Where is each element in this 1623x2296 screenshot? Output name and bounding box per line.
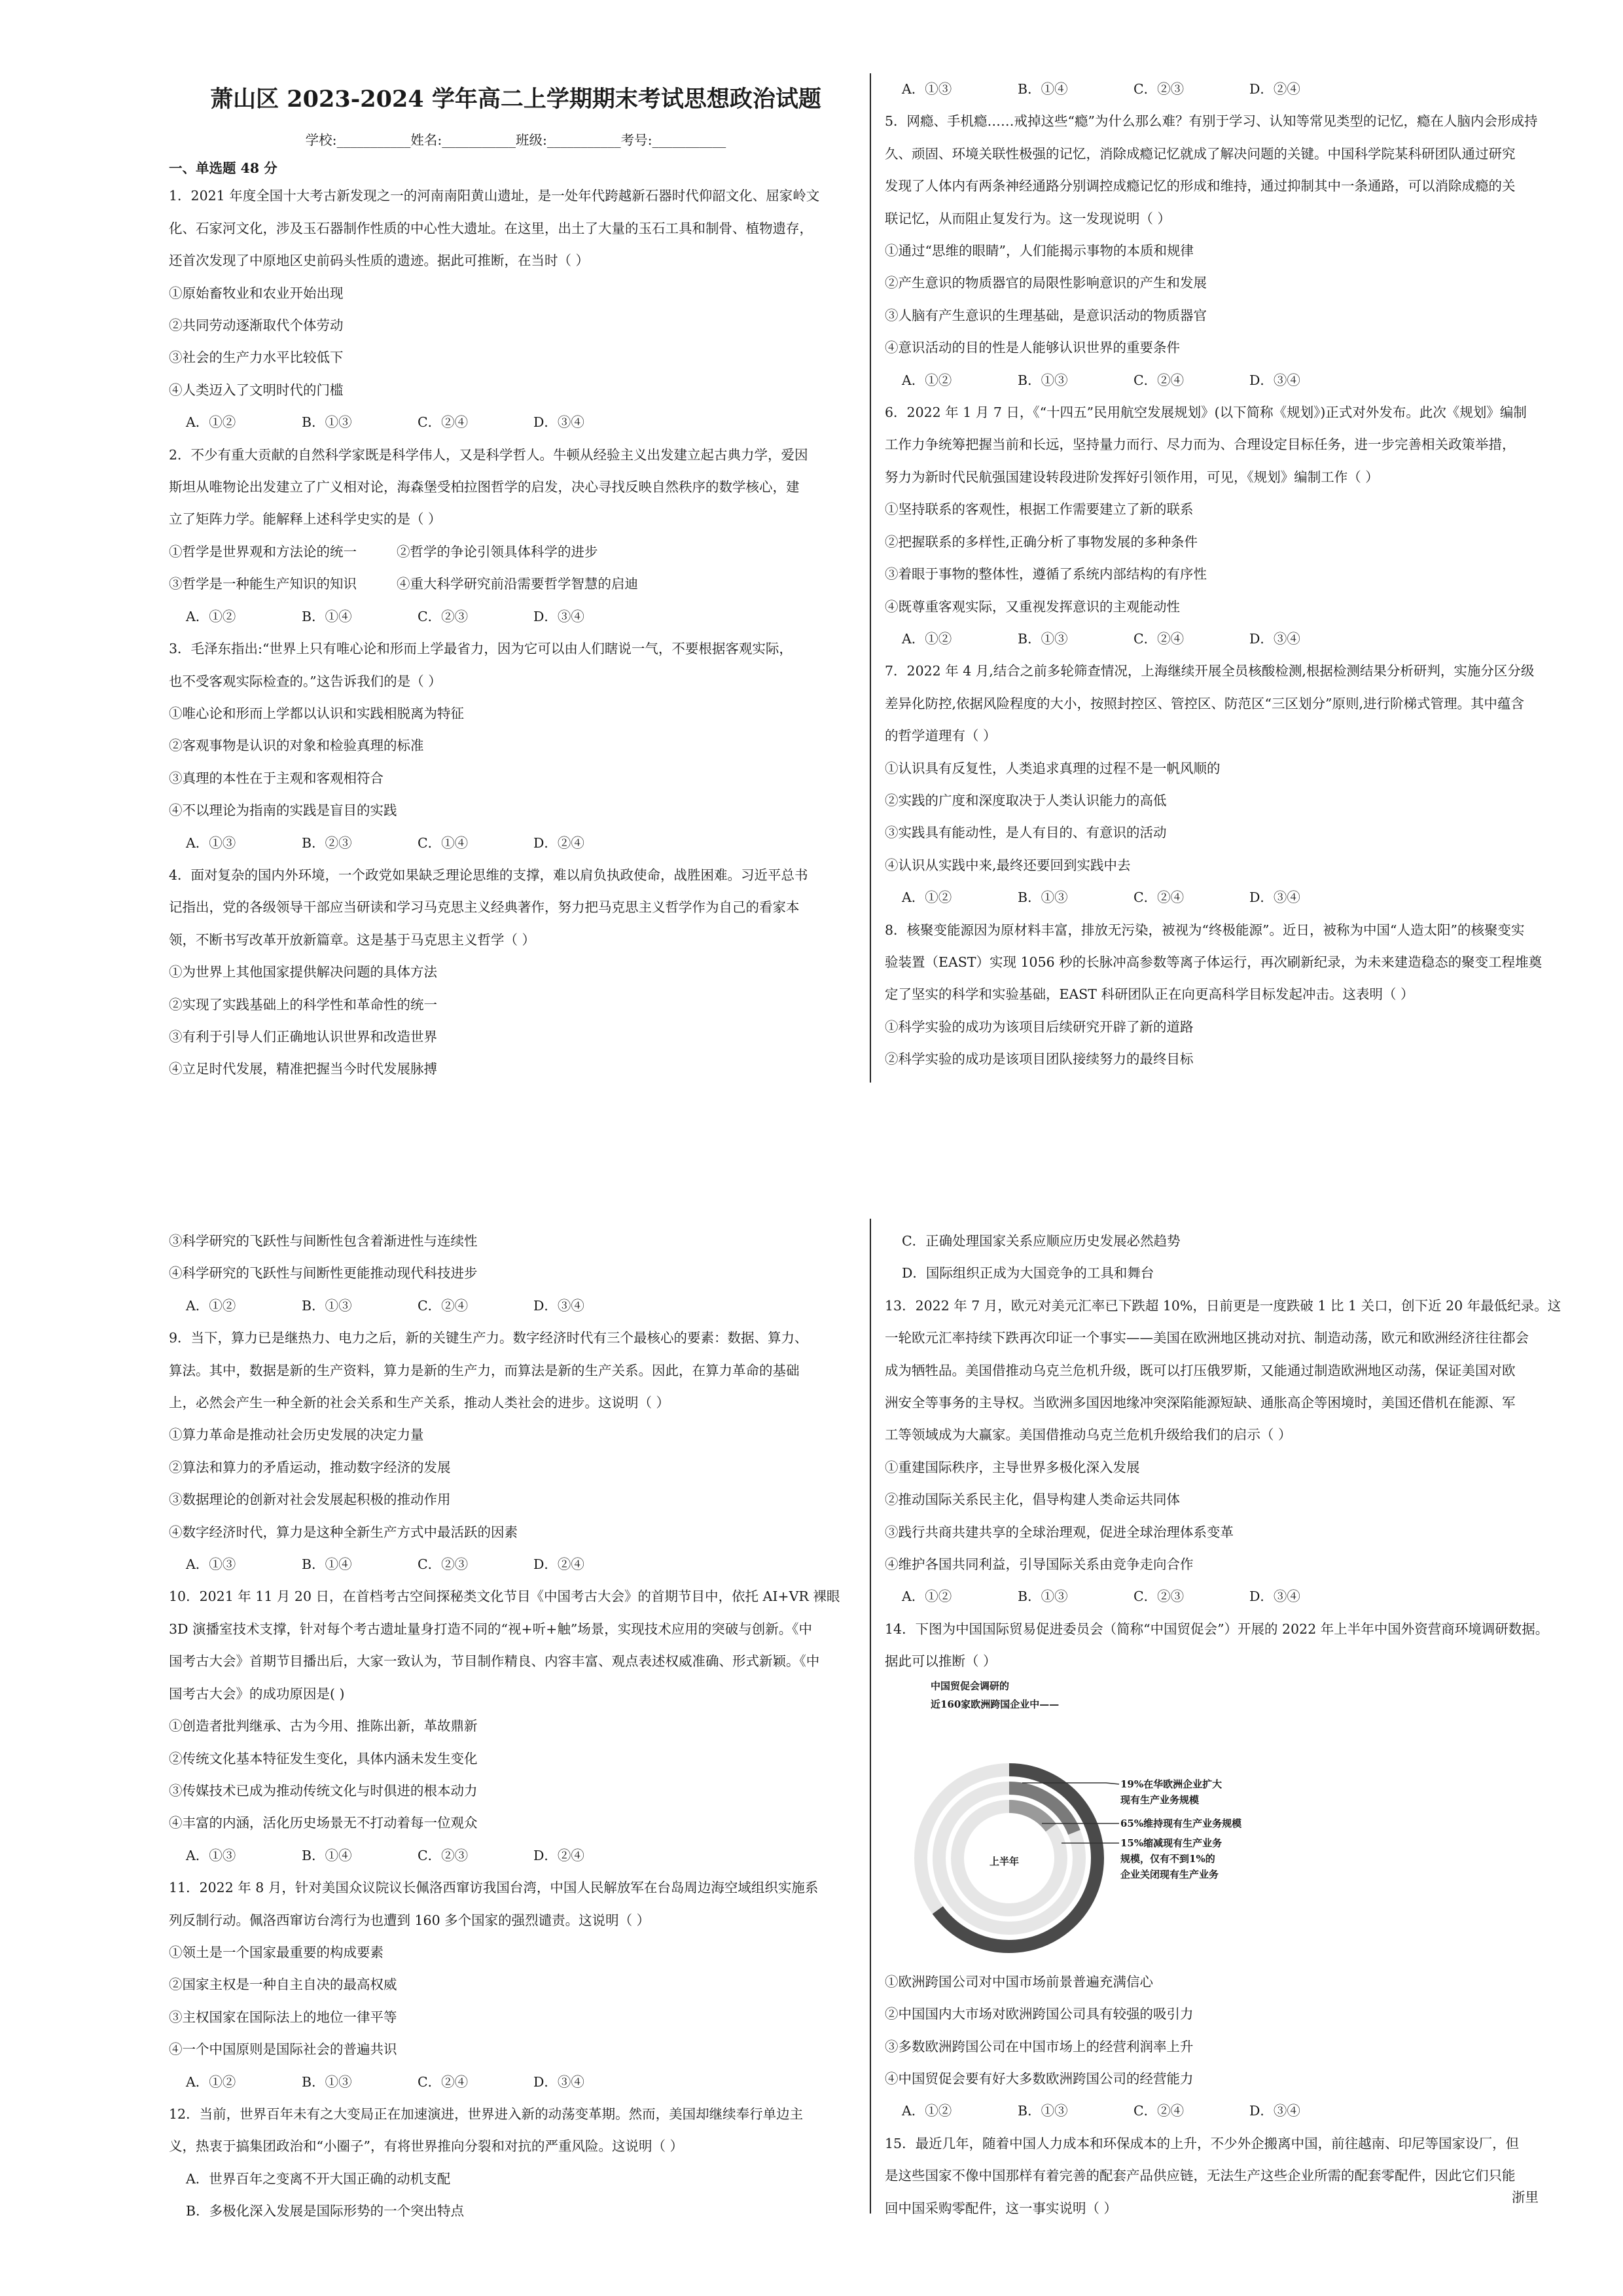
question-14: 14．下图为中国国际贸易促进委员会（简称“中国贸促会”）开展的 2022 年上半年中国外资营商环境调研数据。 据此可以推断（ ） 中国贸促会调研的 近160家欧洲跨国企业中—— 上半年 19%在华欧洲企业扩大 现有生产业务规模 65%维持现有生产业务规模 15%缩减现有生产业务 规模，仅有不到1%的 企业关闭现有生产业务 ①欧洲跨国公司对中国市场前景普遍充满信心 ②中国国内大市场对欧洲跨国公司具有较强的吸引力 ③多数欧洲跨国公司在中国市场上的经营利润率上升 ④中国贸促会要有好大多数欧洲跨国公司的经营能力 A．①② B．①③ C．②④ D．③④ [885, 1613, 1572, 2128]
question-5: 5．网瘾、手机瘾……戒掉这些“瘾”为什么那么难？有别于学习、认知等常见类型的记忆，瘾在人脑内会形成持 久、顽固、环境关联性极强的记忆，消除成瘾记忆就成了解决问题的关键。中国科学院某科研团队通过研究 发现了人体内有两条神经通路分别调控成瘾记忆的形成和维持，通过抑制其中一条通路，可以消除成瘾的关 联记忆，从而阻止复发行为。这一发现说明（ ） ①通过“思维的眼睛”，人们能揭示事物的本质和规律 ②产生意识的物质器官的局限性影响意识的产生和发展 ③人脑有产生意识的生理基础，是意识活动的物质器官 ④意识活动的目的性是人能够认识世界的重要条件 A．①② B．①③ C．②④ D．③④ [885, 105, 1572, 397]
page1-left-column [169, 80, 863, 1086]
option-b[interactable]: B．②③ [302, 834, 352, 851]
answer-options [169, 2066, 863, 2098]
option-c[interactable]: C．②③ [1133, 1588, 1185, 1605]
answer-options [169, 1549, 863, 1581]
survey-ring-chart [911, 1678, 1242, 1966]
option-c[interactable]: C．②③ [1133, 81, 1185, 97]
option-d[interactable]: D．②④ [533, 1556, 584, 1573]
option-d[interactable]: D．③④ [1249, 1588, 1300, 1605]
option-a[interactable]: A．①③ [186, 1556, 236, 1573]
question-1: 1．2021 年度全国十大考古新发现之一的河南南阳黄山遗址，是一处年代跨越新石器时代仰韶文化、屈家岭文 化、石家河文化，涉及玉石器制作性质的中心性大遗址。在这里，出土了大量的玉石工具和制骨、植物遗存， 还首次发现了中原地区史前码头性质的遗迹。据此可推断，在当时（ ） ①原始畜牧业和农业开始出现 ②共同劳动逐渐取代个体劳动 ③社会的生产力水平比较低下 ④人类迈入了文明时代的门槛 A．①② B．①③ C．②④ D．③④ [169, 180, 863, 439]
option-b[interactable]: B．①③ [1018, 372, 1068, 388]
answer-options [169, 1290, 863, 1322]
option-a[interactable]: A．①② [902, 1588, 952, 1605]
label-reduce: 15%缩减现有生产业务 规模，仅有不到1%的 企业关闭现有生产业务 [1120, 1837, 1222, 1880]
question-15: 15．最近几年，随着中国人力成本和环保成本的上升，不少外企搬离中国，前往越南、印尼等国家设厂，但 是这些国家不像中国那样有着完善的配套产品供应链，无法生产这些企业所需的配套零配件，因此它们只能 回中国采购零配件，这一事实说明（ ） [885, 2135, 1520, 2216]
answer-options [169, 1840, 863, 1872]
option-b[interactable]: B．①③ [302, 1297, 352, 1314]
option-a[interactable]: A．世界百年之变离不开大国正确的动机支配 [186, 2170, 451, 2187]
ring-arc-2 [1009, 1806, 1051, 1828]
answer-options [885, 623, 1572, 655]
question-3: 3．毛泽东指出:“世界上只有唯心论和形而上学最省力，因为它可以由人们瞎说一气，不要根据客观实际， 也不受客观实际检查的。”这告诉我们的是（ ） ①唯心论和形而上学都以认识和实践相脱离为特征 ②客观事物是认识的对象和检验真理的标准 ③真理的本性在于主观和客观相符合 ④不以理论为指南的实践是盲目的实践 A．①③ B．②③ C．①④ D．②④ [169, 633, 863, 859]
option-c[interactable]: C．①④ [418, 834, 469, 851]
answer-options [169, 601, 863, 633]
option-c[interactable]: C．②③ [418, 608, 469, 624]
answer-options [885, 882, 1572, 914]
option-d[interactable]: D．③④ [533, 414, 584, 431]
option-b[interactable]: B．①④ [1018, 81, 1068, 97]
page1-right-column [885, 73, 1572, 1076]
page-title: 萧山区 2023-2024 学年高二上学期期末考试思想政治试题 [210, 86, 821, 113]
option-d[interactable]: D．②④ [533, 1847, 584, 1863]
leader-line-0 [1022, 1783, 1119, 1784]
page2-left-column [169, 1225, 863, 2228]
option-c[interactable]: C．②④ [418, 2073, 469, 2090]
option-a[interactable]: A．①② [902, 889, 952, 906]
option-d[interactable]: D．国际组织正成为大国竞争的工具和舞台 [902, 1265, 1154, 1282]
option-b[interactable]: B．①③ [1018, 889, 1068, 906]
question-2: 2．不少有重大贡献的自然科学家既是科学伟人，又是科学哲人。牛顿从经验主义出发建立起古典力学，爱因 斯坦从唯物论出发建立了广义相对论，海森堡受柏拉图哲学的启发，决心寻找反映自然秩序的数学核心，建 立了矩阵力学。能解释上述科学史实的是（ ） ①哲学是世界观和方法论的统一 ②哲学的争论引领具体科学的进步 ③哲学是一种能生产知识的知识 ④重大科学研究前沿需要哲学智慧的启迪 A．①② B．①④ C．②③ D．③④ [169, 439, 863, 633]
label-expand: 19%在华欧洲企业扩大 现有生产业务规模 [1120, 1778, 1222, 1806]
chart-title: 中国贸促会调研的 [931, 1679, 1010, 1692]
question-10: 10．2021 年 11 月 20 日，在首档考古空间探秘类文化节目《中国考古大会》的首期节目中，依托 AI+VR 裸眼 3D 演播室技术支撑，针对每个考古遗址量身打造不同的“视+听+触”场景，实现技术应用的突破与创新。《中 国考古大会》首期节目播出后，大家一致认为，节目制作精良、内容丰富、观点表述权威准确、形式新颖。《中 国考古大会》的成功原因是( ) ①创造者批判继承、古为今用、推陈出新，革故鼎新 ②传统文化基本特征发生变化，具体内涵未发生变化 ③传媒技术已成为推动传统文化与时俱进的根本动力 ④丰富的内涵，活化历史场景无不打动着每一位观众 A．①③ B．①④ C．②③ D．②④ [169, 1581, 863, 1872]
question-8: 8．核聚变能源因为原材料丰富，排放无污染，被视为“终极能源”。近日，被称为中国“人造太阳”的核聚变实 验装置（EAST）实现 1056 秒的长脉冲高参数等离子体运行，再次刷新纪录，为未来建造稳态的聚变工程堆奠 定了坚实的科学和实验基础，EAST 科研团队正在向更高科学目标发起冲击。这表明（ ） ①科学实验的成功为该项目后续研究开辟了新的道路 ②科学实验的成功是该项目团队接续努力的最终目标 [885, 922, 1543, 1067]
chart-subtitle: 近160家欧洲跨国企业中—— [931, 1698, 1060, 1710]
option-b[interactable]: B．①④ [302, 1556, 352, 1573]
option-a[interactable]: A．①③ [186, 1847, 236, 1863]
option-a[interactable]: A．①③ [902, 81, 952, 97]
question-4: 4．面对复杂的国内外环境，一个政党如果缺乏理论思维的支撑，难以肩负执政使命，战胜困难。习近平总书 记指出，党的各级领导干部应当研读和学习马克思主义经典著作，努力把马克思主义哲学作为自己的看家本 领，不断书写改革开放新篇章。这是基于马克思主义哲学（ ） ①为世界上其他国家提供解决问题的具体方法 ②实现了实践基础上的科学性和革命性的统一 ③有利于引导人们正确地认识世界和改造世界 ④立足时代发展，精准把握当今时代发展脉搏 [169, 867, 808, 1077]
answer-options [885, 1581, 1572, 1613]
option-a[interactable]: A．①③ [186, 834, 236, 851]
option-b[interactable]: B．①④ [302, 1847, 352, 1863]
option-b[interactable]: B．①③ [302, 2073, 352, 2090]
question-8-continued: ③科学研究的飞跃性与间断性包含着渐进性与连续性 ④科学研究的飞跃性与间断性更能推动现代科技进步 A．①② B．①③ C．②④ D．③④ [169, 1225, 863, 1322]
option-d[interactable]: D．③④ [533, 608, 584, 624]
option-b[interactable]: B．多极化深入发展是国际形势的一个突出特点 [186, 2203, 465, 2219]
answer-options [885, 2095, 1572, 2127]
option-b[interactable]: B．①③ [1018, 630, 1068, 647]
option-b[interactable]: B．①③ [302, 414, 352, 431]
option-d[interactable]: D．③④ [1249, 372, 1300, 388]
page2-right-column [885, 1225, 1572, 2225]
option-c[interactable]: C．②④ [1133, 2103, 1185, 2119]
q4-answer-options [885, 73, 1572, 105]
option-d[interactable]: D．③④ [533, 1297, 584, 1314]
option-b[interactable]: B．①③ [1018, 1588, 1068, 1605]
option-a[interactable]: A．①② [186, 608, 236, 624]
question-13: 13．2022 年 7 月，欧元对美元汇率已下跌超 10%，日前更是一度跌破 1 比 1 关口，创下近 20 年最低纪录。这 一轮欧元汇率持续下跌再次印证一个事实——美国在欧洲地区挑动对抗、制造动荡，欧元和欧洲经济往往都会 成为牺牲品。美国借推动乌克兰危机升级，既可以打压俄罗斯，又能通过制造欧洲地区动荡，保证美国对欧 洲安全等事务的主导权。当欧洲多国因地缘冲突深陷能源短缺、通胀高企等困境时，美国还借机在能源、军 工等领域成为大赢家。美国借推动乌克兰危机升级给我们的启示（ ） ①重建国际秩序，主导世界多极化深入发展 ②推动国际关系民主化，倡导构建人类命运共同体 ③践行共商共建共享的全球治理观，促进全球治理体系变革 ④维护各国共同利益，引导国际关系由竞争走向合作 A．①② B．①③ C．②③ D．③④ [885, 1290, 1572, 1613]
option-c[interactable]: C．②④ [1133, 630, 1185, 647]
option-c[interactable]: C．②④ [418, 414, 469, 431]
question-9: 9．当下，算力已是继热力、电力之后，新的关键生产力。数字经济时代有三个最核心的要素：数据、算力、 算法。其中，数据是新的生产资料，算力是新的生产力，而算法是新的生产关系。因此，在算力革命的基础 上，必然会产生一种全新的社会关系和生产关系，推动人类社会的进步。这说明（ ） ①算力革命是推动社会历史发展的决定力量 ②算法和算力的矛盾运动，推动数字经济的发展 ③数据理论的创新对社会发展起积极的推动作用 ④数字经济时代，算力是这种全新生产方式中最活跃的因素 A．①③ B．①④ C．②③ D．②④ [169, 1322, 863, 1581]
option-c[interactable]: C．②③ [418, 1556, 469, 1573]
label-maintain: 65%维持现有生产业务规模 [1120, 1817, 1242, 1829]
question-11: 11．2022 年 8 月，针对美国众议院议长佩洛西窜访我国台湾，中国人民解放军在台岛周边海空域组织实施系 列反制行动。佩洛西窜访台湾行为也遭到 160 多个国家的强烈谴责。这说明（ ） ①领土是一个国家最重要的构成要素 ②国家主权是一种自主自决的最高权威 ③主权国家在国际法上的地位一律平等 ④一个中国原则是国际社会的普遍共识 A．①② B．①③ C．②④ D．③④ [169, 1872, 863, 2098]
chart-center-label: 上半年 [990, 1855, 1020, 1867]
column-divider-bottom [870, 1219, 871, 2214]
page-footer: 浙里 [1512, 2189, 1539, 2205]
column-divider-top [870, 73, 871, 1083]
answer-options [885, 365, 1572, 397]
option-a[interactable]: A．①② [902, 2103, 952, 2119]
question-12: 12．当前，世界百年未有之大变局正在加速演进，世界进入新的动荡变革期。然而，美国却继续奉行单边主 义，热衷于搞集团政治和“小圈子”，有将世界推向分裂和对抗的严重风险。这说明（ ） A．世界百年之变离不开大国正确的动机支配 B．多极化深入发展是国际形势的一个突出特点 [169, 2098, 863, 2228]
option-d[interactable]: D．③④ [1249, 889, 1300, 906]
option-a[interactable]: A．①② [902, 630, 952, 647]
section-heading: 一、单选题 48 分 [169, 160, 277, 177]
option-b[interactable]: B．①③ [1018, 2103, 1068, 2119]
option-a[interactable]: A．①② [186, 2073, 236, 2090]
option-d[interactable]: D．②④ [1249, 81, 1300, 97]
option-a[interactable]: A．①② [186, 1297, 236, 1314]
student-info-line: 学校:___________姓名:___________班级:___________考号:___________ [305, 132, 726, 148]
option-c[interactable]: C．②③ [418, 1847, 469, 1863]
option-d[interactable]: D．③④ [1249, 630, 1300, 647]
option-a[interactable]: A．①② [186, 414, 236, 431]
question-6: 6．2022 年 1 月 7 日，《“十四五”民用航空发展规划》(以下简称《规划》)正式对外发布。此次《规划》编制 工作力争统筹把握当前和长远，坚持量力而行、尽力而为、合理设定目标任务，进一步完善相关政策举措， 努力为新时代民航强国建设转段进阶发挥好引领作用，可见，《规划》编制工作（ ） ①坚持联系的客观性，根据工作需要建立了新的联系 ②把握联系的多样性,正确分析了事物发展的多种条件 ③着眼于事物的整体性，遵循了系统内部结构的有序性 ④既尊重客观实际，又重视发挥意识的主观能动性 A．①② B．①③ C．②④ D．③④ [885, 397, 1572, 655]
option-b[interactable]: B．①④ [302, 608, 352, 624]
answer-options [169, 406, 863, 439]
option-d[interactable]: D．③④ [1249, 2103, 1300, 2119]
answer-options [169, 827, 863, 859]
option-c[interactable]: C．②④ [418, 1297, 469, 1314]
option-c[interactable]: C．正确处理国家关系应顺应历史发展必然趋势 [902, 1233, 1181, 1249]
question-7: 7．2022 年 4 月,结合之前多轮筛查情况，上海继续开展全员核酸检测,根据检测结果分析研判，实施分区分级 差异化防控,依据风险程度的大小，按照封控区、管控区、防范区“三区划分”原则,进行阶梯式管理。其中蕴含 的哲学道理有（ ） ①认识具有反复性，人类追求真理的过程不是一帆风顺的 ②实践的广度和深度取决于人类认识能力的高低 ③实践具有能动性，是人有目的、有意识的活动 ④认识从实践中来,最终还要回到实践中去 A．①② B．①③ C．②④ D．③④ [885, 655, 1572, 914]
option-c[interactable]: C．②④ [1133, 372, 1185, 388]
option-d[interactable]: D．②④ [533, 834, 584, 851]
option-c[interactable]: C．②④ [1133, 889, 1185, 906]
option-d[interactable]: D．③④ [533, 2073, 584, 2090]
option-a[interactable]: A．①② [902, 372, 952, 388]
